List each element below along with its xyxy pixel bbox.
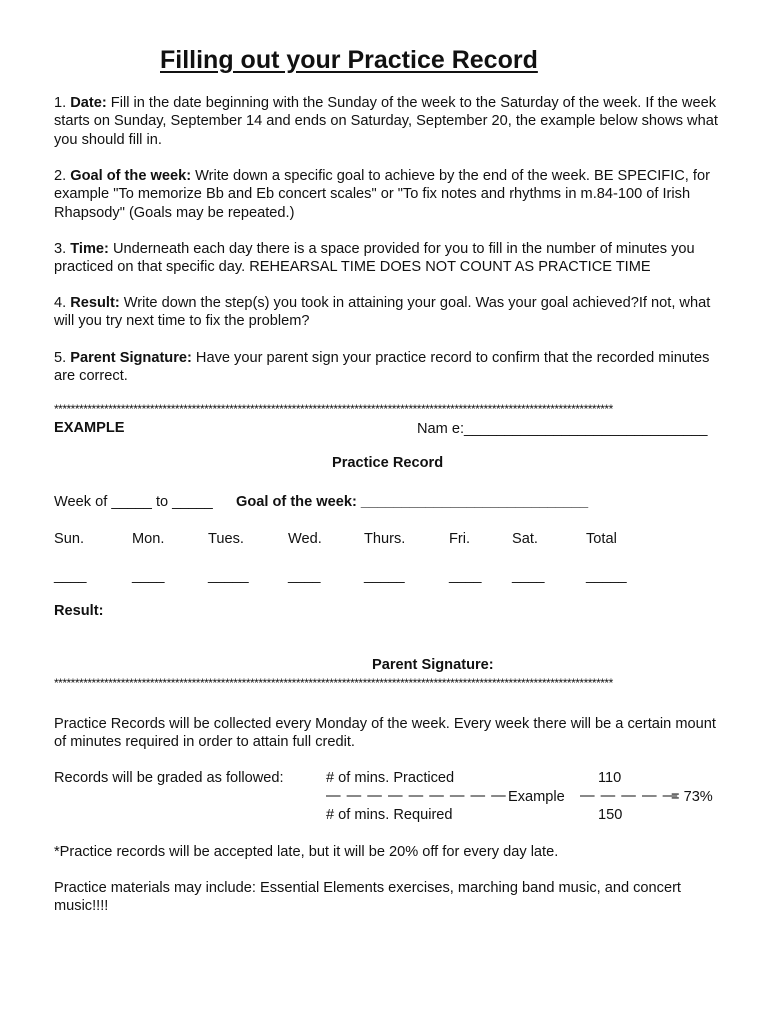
instruction-number: 1.	[54, 95, 67, 111]
instruction-number: 5.	[54, 350, 67, 366]
instruction-label: Time:	[70, 241, 109, 257]
day-fri: Fri.	[449, 531, 471, 547]
practice-record-title: Practice Record	[332, 455, 444, 471]
instruction-text: Fill in the date beginning with the Sunday of the week to the Saturday of the week. If the week starts on Sunday, September 14 and ends on Saturday, September 20, the example below shows what you should fill in.	[54, 95, 718, 148]
instruction-text: Underneath each day there is a space provided for you to fill in the number of minutes you practiced on that specific day. REHEARSAL TIME DOES NOT COUNT AS PRACTICE TIME	[54, 241, 695, 276]
instruction-text: Write down the step(s) you took in attaining your goal. Was your goal achieved?If not, what will you try next time to fix the problem?	[54, 295, 711, 330]
blank-total: _____	[586, 568, 627, 584]
instruction-time	[54, 240, 718, 277]
grading-example-line: — — — — —	[580, 788, 679, 804]
separator-top: **************************************************************************************************************************************	[54, 403, 613, 415]
blank-tues: _____	[208, 568, 249, 584]
blank-fri: ____	[449, 568, 482, 584]
day-sun: Sun.	[54, 531, 85, 547]
blank-mon: ____	[132, 568, 165, 584]
goal-field: Goal of the week: ____________________________	[236, 494, 589, 510]
day-mon: Mon.	[132, 531, 165, 547]
grading-example-result: = 73%	[671, 789, 713, 805]
grading-example-numerator: 110	[598, 770, 622, 786]
grading-example-denominator: 150	[598, 807, 623, 823]
grading-label: Records will be graded as followed:	[54, 770, 284, 786]
blank-sat: ____	[512, 568, 545, 584]
name-field-label: Nam e:______________________________	[417, 421, 708, 437]
day-wed: Wed.	[288, 531, 322, 547]
separator-bottom: **************************************************************************************************************************************	[54, 677, 613, 689]
instruction-label: Parent Signature:	[70, 350, 192, 366]
materials-note: Practice materials may include: Essential Elements exercises, marching band music, and concert music!!!!	[54, 880, 681, 915]
day-sat: Sat.	[512, 531, 538, 547]
instruction-text: Write down a specific goal to achieve by the end of the week. BE SPECIFIC, for example "To memorize Bb and Eb concert scales" or "To fix notes and rhythms in m.84-100 of Irish Rhapsody" (Goals may be repeated.)	[54, 168, 710, 221]
late-note: *Practice records will be accepted late, but it will be 20% off for every day late.	[54, 844, 559, 860]
grading-numerator: # of mins. Practiced	[326, 770, 455, 786]
instruction-number: 4.	[54, 295, 67, 311]
instruction-label: Result:	[70, 295, 120, 311]
grading-fraction-line: — — — — — — — — —	[326, 788, 507, 804]
grading-example-label: Example	[508, 789, 565, 805]
day-thurs: Thurs.	[364, 531, 406, 547]
parent-signature-label: Parent Signature:	[372, 657, 494, 673]
instruction-goal	[54, 167, 718, 222]
day-total: Total	[586, 531, 617, 547]
instruction-date	[54, 94, 718, 149]
instruction-result	[54, 294, 718, 331]
collection-note: Practice Records will be collected every Monday of the week. Every week there will be a certain mount of minutes required in order to attain full credit.	[54, 716, 716, 751]
week-of-field: Week of _____ to _____	[54, 494, 213, 510]
blank-wed: ____	[288, 568, 321, 584]
instruction-parent-signature	[54, 349, 718, 386]
instruction-number: 3.	[54, 241, 67, 257]
blank-thurs: _____	[364, 568, 405, 584]
grading-denominator: # of mins. Required	[326, 807, 453, 823]
blank-sun: ____	[54, 568, 87, 584]
example-label: EXAMPLE	[54, 420, 125, 436]
instruction-number: 2.	[54, 168, 67, 184]
result-label: Result:	[54, 603, 104, 619]
day-tues: Tues.	[208, 531, 244, 547]
instruction-text: Have your parent sign your practice record to confirm that the recorded minutes are correct.	[54, 350, 710, 385]
page-title: Filling out your Practice Record	[160, 46, 538, 74]
instruction-label: Date:	[70, 95, 107, 111]
instruction-label: Goal of the week:	[70, 168, 192, 184]
